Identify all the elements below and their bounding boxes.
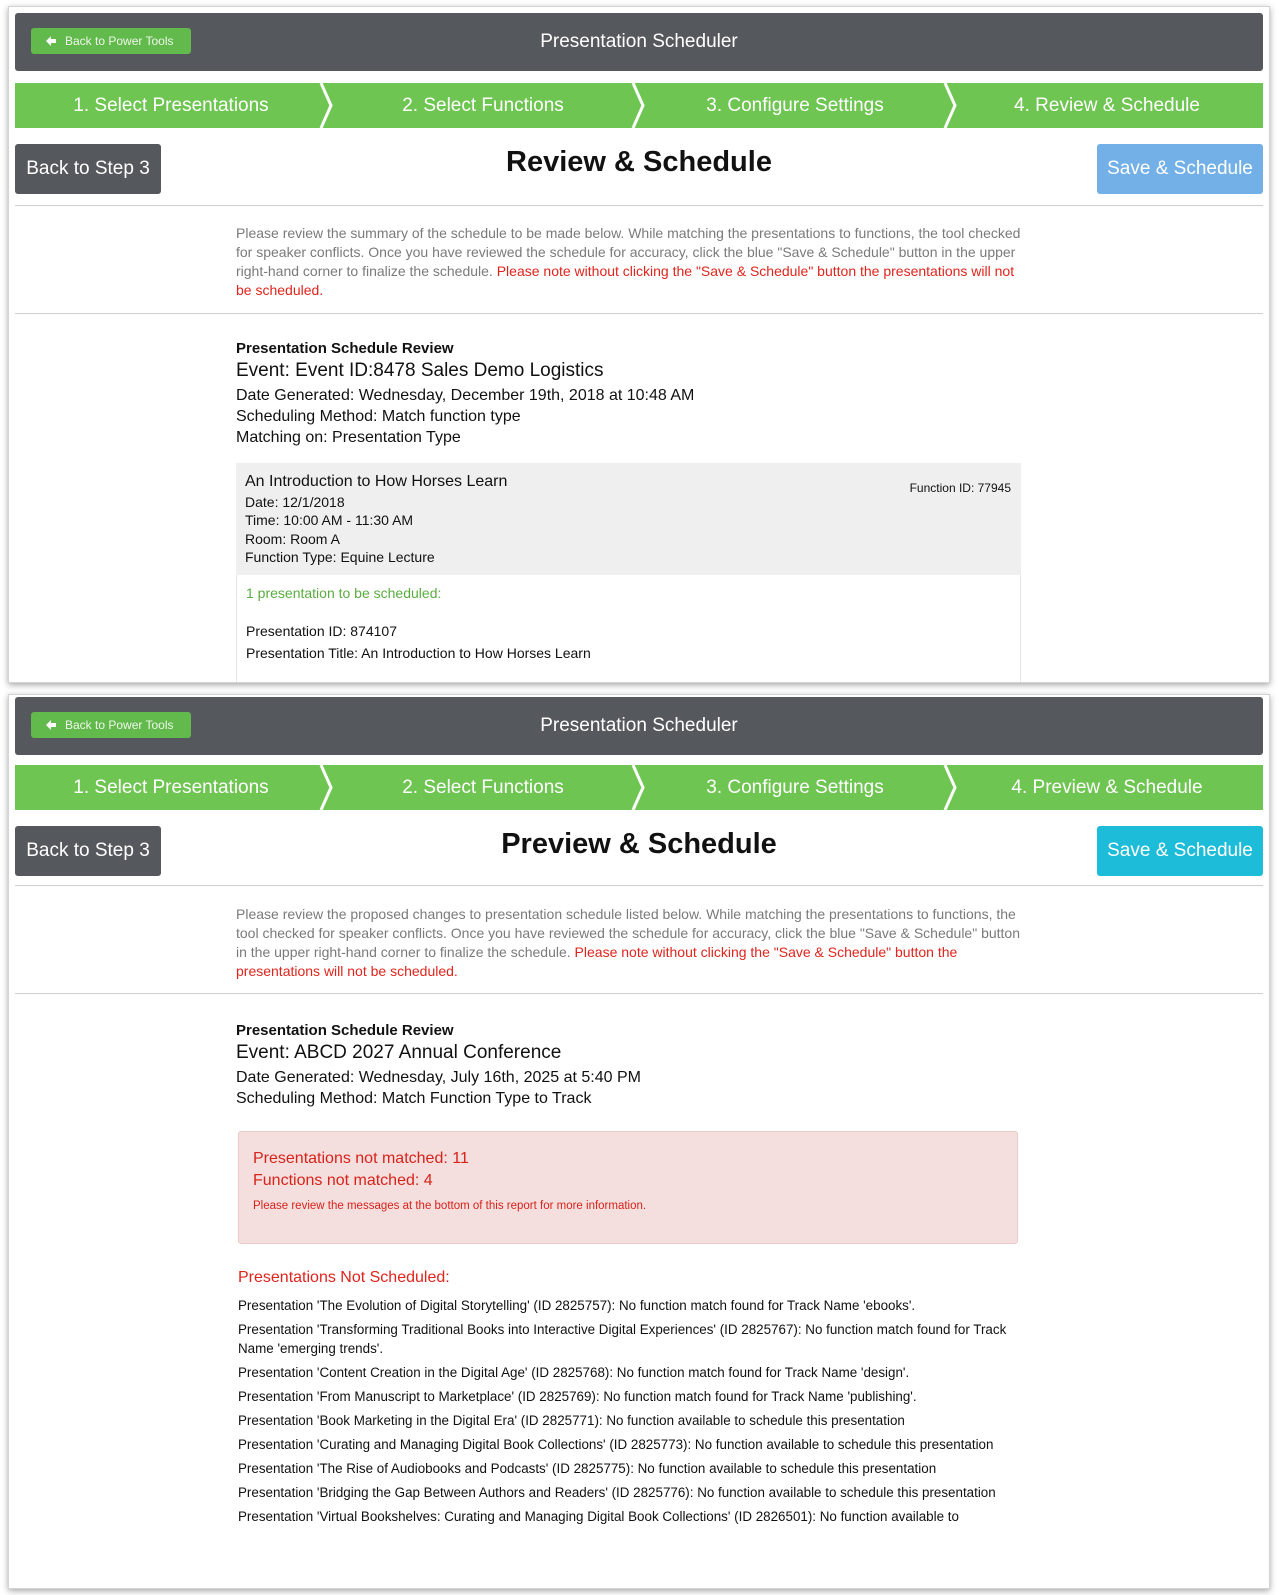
list-item: Presentation 'The Rise of Audiobooks and Podcasts' (ID 2825775): No function available to schedule this presentation (238, 1461, 937, 1476)
review-schedule-screenshot (8, 6, 1270, 683)
scheduling-method: Scheduling Method: Match Function Type to Track (236, 1090, 592, 1107)
review-header (236, 1022, 1026, 1109)
list-item: Presentation 'Curating and Managing Digital Book Collections' (ID 2825773): No function available to schedule this presentation (238, 1437, 994, 1452)
preview-schedule-screenshot (8, 694, 1270, 1589)
date-generated: Date Generated: Wednesday, July 16th, 2025 at 5:40 PM (236, 1069, 641, 1086)
not-scheduled-heading: Presentations Not Scheduled: (238, 1269, 450, 1286)
review-header (236, 340, 1026, 448)
intro-warning: Please note without clicking the "Save & Schedule" button the presentations will not be scheduled. (236, 263, 1015, 298)
chevron-right-icon (317, 765, 337, 810)
function-id: Function ID: 77945 (909, 481, 1011, 495)
presentation-title: Presentation Title: An Introduction to How Horses Learn (246, 644, 591, 661)
list-item: Presentation 'The Evolution of Digital Storytelling' (ID 2825757): No function match found for Track Name 'ebooks'. (238, 1298, 916, 1313)
functions-not-matched: Functions not matched: 4 (253, 1172, 433, 1189)
arrow-left-icon (45, 35, 57, 47)
unmatched-alert (238, 1131, 1018, 1244)
intro-body: Please review the summary of the schedule to be made below. While matching the presentations to functions, the tool checked for speaker conflicts. Once you have reviewed the schedule for accuracy, click the blue "Save & Schedule" button in the upper right-hand corner to finalize the schedule. (236, 225, 1021, 279)
divider (15, 885, 1263, 886)
divider (15, 313, 1263, 314)
list-item: Presentation 'From Manuscript to Marketplace' (ID 2825769): No function match found for Track Name 'publishing'. (238, 1389, 917, 1404)
chevron-right-icon (317, 83, 337, 128)
page-title: Preview & Schedule (501, 828, 777, 860)
review-heading: Presentation Schedule Review (236, 1022, 454, 1039)
page-title: Review & Schedule (506, 146, 772, 178)
chevron-right-icon (941, 765, 961, 810)
review-heading: Presentation Schedule Review (236, 340, 454, 357)
step-select-presentations[interactable] (15, 765, 327, 810)
step-configure-settings[interactable] (639, 83, 951, 128)
step-review-schedule[interactable] (951, 83, 1263, 128)
step-select-presentations[interactable] (15, 83, 327, 128)
divider (15, 205, 1263, 206)
step-configure-settings[interactable] (639, 765, 951, 810)
list-item: Presentation 'Transforming Traditional Books into Interactive Digital Experiences' (ID 2825767): No function match found for Track Name 'emerging trends'. (238, 1322, 1007, 1356)
intro-text (236, 224, 1021, 300)
app-title: Presentation Scheduler (540, 31, 738, 52)
step-label: 1. Select Presentations (73, 776, 269, 798)
save-and-schedule-button[interactable]: Save & Schedule (1097, 144, 1263, 194)
function-date: Date: 12/1/2018 (245, 493, 345, 510)
step-label: 3. Configure Settings (706, 94, 884, 116)
function-type: Function Type: Equine Lecture (245, 549, 435, 565)
scheduling-method: Scheduling Method: Match function type (236, 408, 521, 425)
list-item: Presentation 'Virtual Bookshelves: Curating and Managing Digital Book Collections' (ID 2826501): No function available to (238, 1509, 959, 1524)
step-label: 2. Select Functions (402, 776, 564, 798)
list-item: Presentation 'Content Creation in the Digital Age' (ID 2825768): No function match found for Track Name 'design'. (238, 1365, 910, 1380)
step-select-functions[interactable] (327, 765, 639, 810)
back-to-power-tools-label: Back to Power Tools (65, 718, 174, 732)
intro-warning: Please note without clicking the "Save & Schedule" button the presentations will not be scheduled. (236, 944, 958, 979)
back-to-power-tools-button[interactable] (31, 712, 191, 738)
save-and-schedule-button[interactable]: Save & Schedule (1097, 826, 1263, 876)
function-room: Room: Room A (245, 530, 340, 547)
step-select-functions[interactable] (327, 83, 639, 128)
back-to-step-3-button[interactable]: Back to Step 3 (15, 144, 161, 194)
chevron-right-icon (629, 765, 649, 810)
back-to-power-tools-button[interactable] (31, 28, 191, 54)
intro-text (236, 905, 1021, 981)
function-card (236, 463, 1021, 683)
back-to-power-tools-label: Back to Power Tools (65, 34, 174, 48)
step-label: 3. Configure Settings (706, 776, 884, 798)
event-name: Event: ABCD 2027 Annual Conference (236, 1042, 562, 1063)
step-label: 4. Preview & Schedule (1011, 776, 1203, 798)
list-item: Presentation 'Bridging the Gap Between Authors and Readers' (ID 2825776): No function available to schedule this presentation (238, 1485, 996, 1500)
top-bar (15, 697, 1263, 755)
step-label: 4. Review & Schedule (1014, 94, 1200, 116)
alert-note: Please review the messages at the bottom of this report for more information. (253, 1200, 647, 1212)
matching-on: Matching on: Presentation Type (236, 429, 461, 446)
step-wizard (15, 83, 1263, 128)
presentations-not-matched: Presentations not matched: 11 (253, 1150, 469, 1167)
top-bar (15, 13, 1263, 71)
divider (15, 993, 1263, 994)
back-to-step-3-button[interactable]: Back to Step 3 (15, 826, 161, 876)
intro-body: Please review the proposed changes to presentation schedule listed below. While matching the presentations to functions, the tool checked for speaker conflicts. Once you have reviewed the schedule for accuracy, click the blue "Save & Schedule" button in the upper right-hand corner to finalize the schedule. (236, 906, 1020, 960)
chevron-right-icon (629, 83, 649, 128)
step-label: 2. Select Functions (402, 94, 564, 116)
date-generated: Date Generated: Wednesday, December 19th, 2018 at 10:48 AM (236, 387, 695, 404)
list-item: Presentation 'Book Marketing in the Digital Era' (ID 2825771): No function available to schedule this presentation (238, 1413, 905, 1428)
scheduled-count: 1 presentation to be scheduled: (246, 584, 442, 601)
chevron-right-icon (941, 83, 961, 128)
function-time: Time: 10:00 AM - 11:30 AM (245, 512, 414, 528)
not-scheduled-section (238, 1269, 1028, 1531)
step-preview-schedule[interactable] (951, 765, 1263, 810)
presentation-id: Presentation ID: 874107 (246, 622, 397, 639)
event-name: Event: Event ID:8478 Sales Demo Logistics (236, 360, 604, 381)
function-card-header (236, 463, 1021, 575)
function-card-body (236, 575, 1021, 684)
function-title: An Introduction to How Horses Learn (245, 473, 508, 490)
step-label: 1. Select Presentations (73, 94, 269, 116)
arrow-left-icon (45, 719, 57, 731)
app-title: Presentation Scheduler (540, 715, 738, 736)
step-wizard (15, 765, 1263, 810)
